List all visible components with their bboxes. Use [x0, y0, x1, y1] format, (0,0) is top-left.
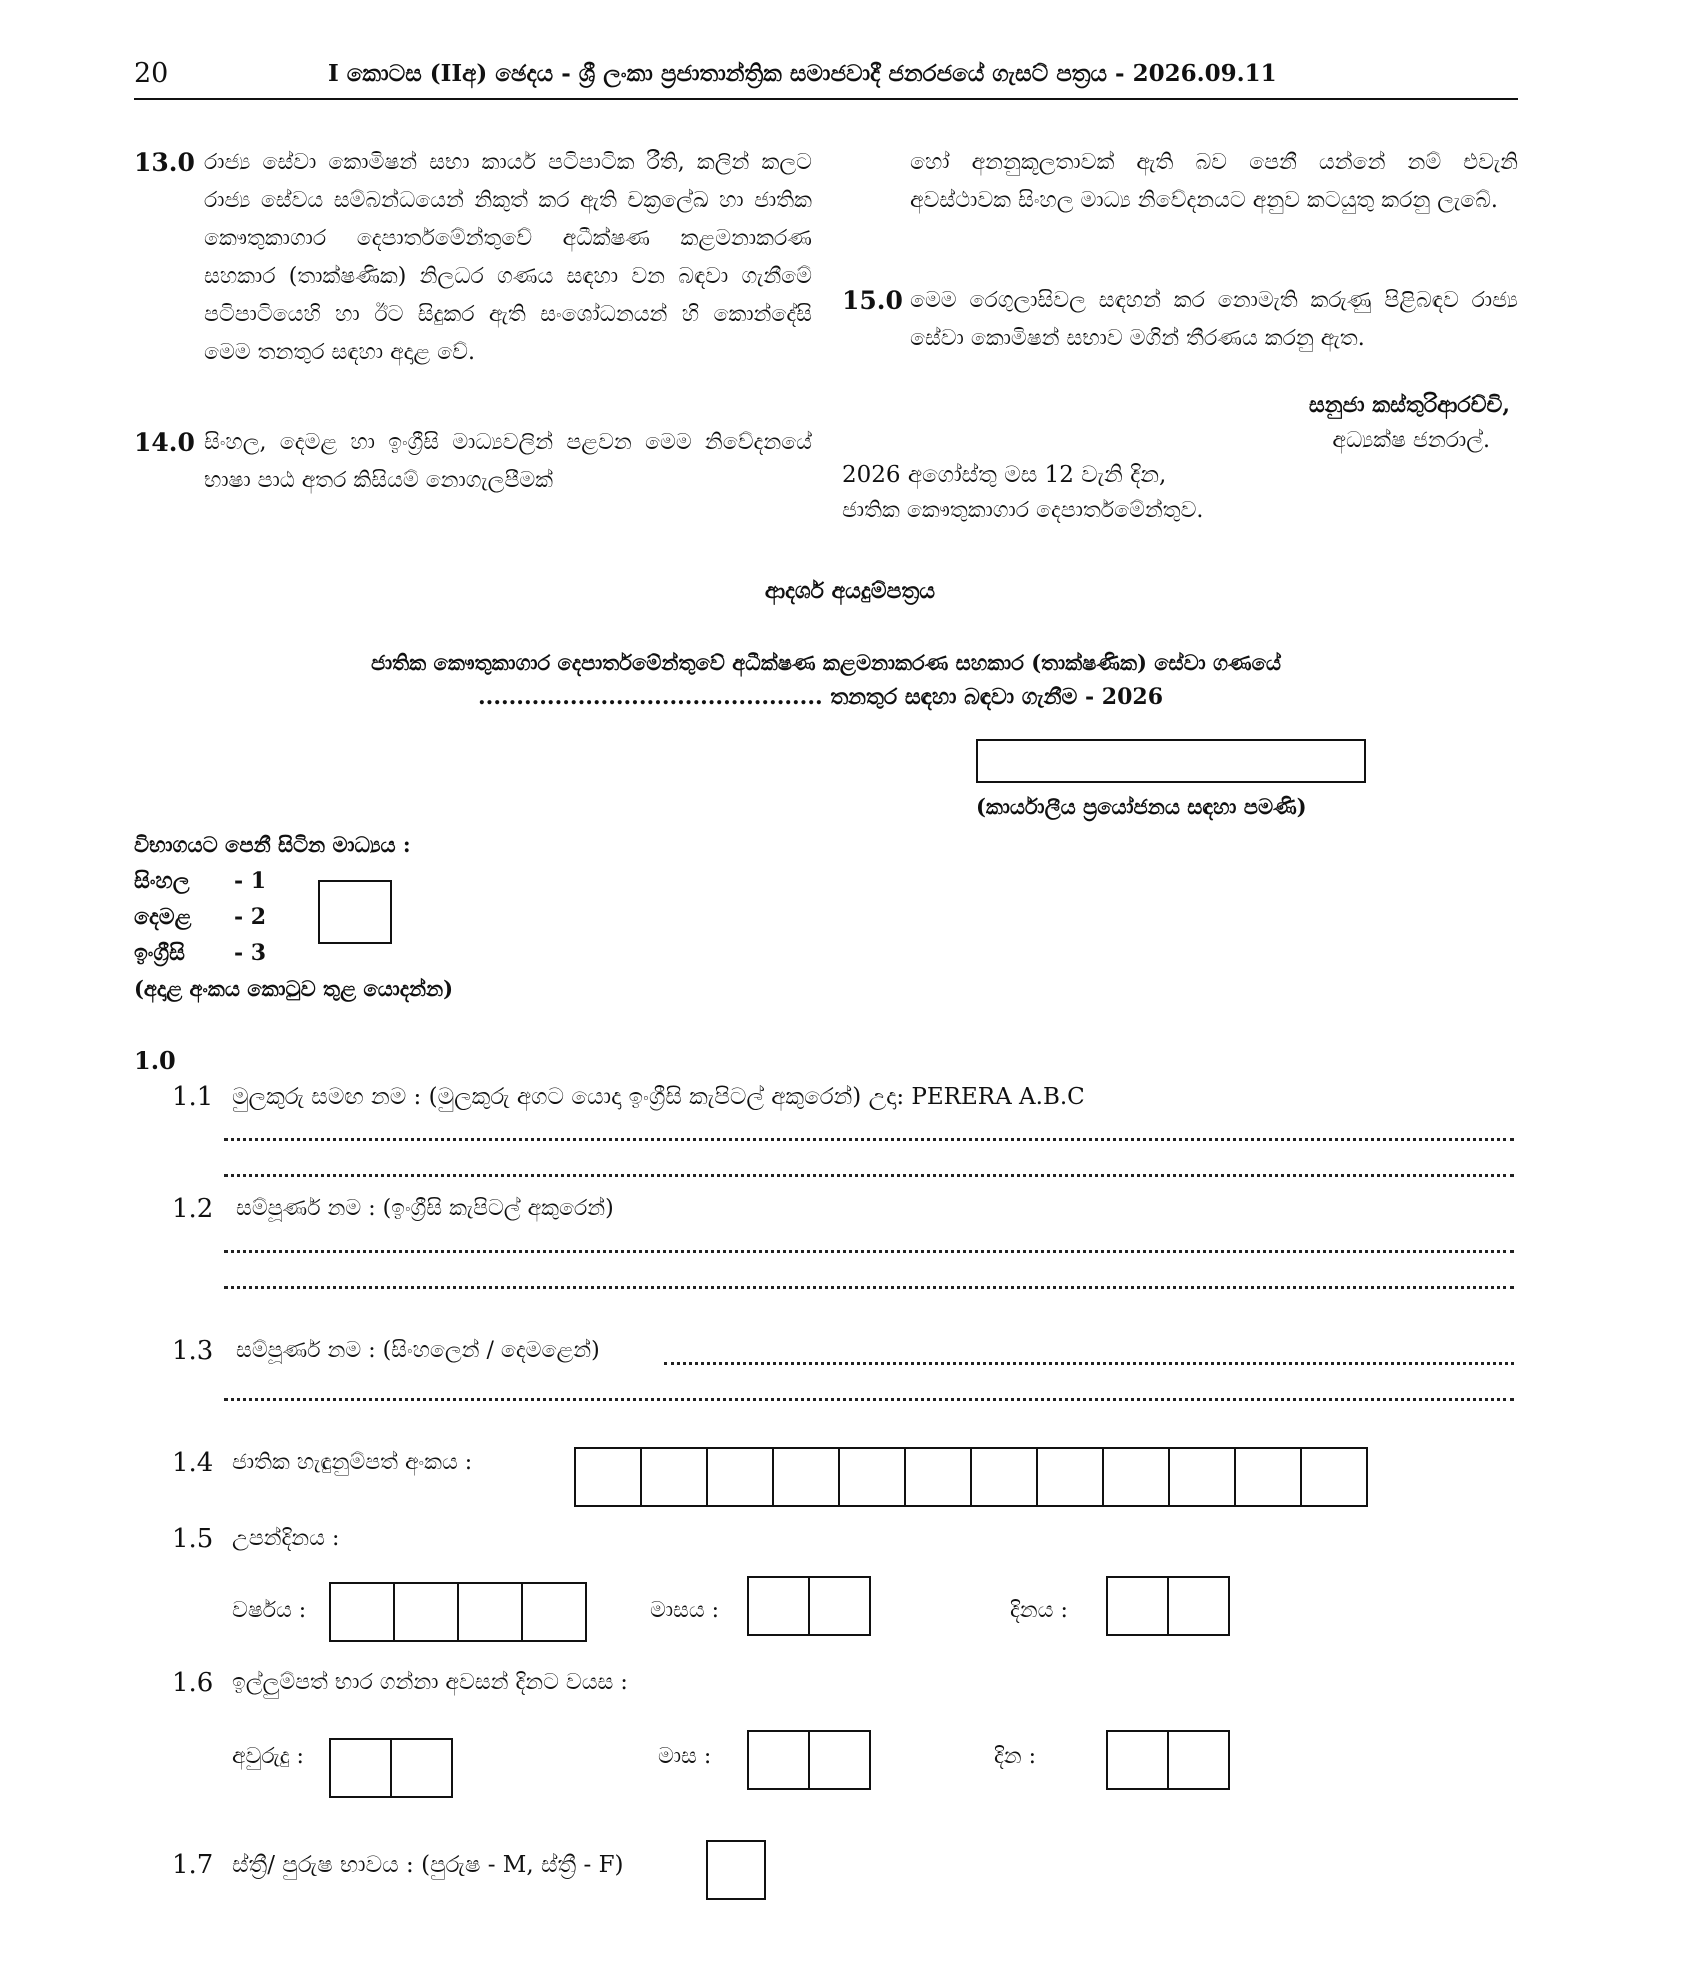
- day-digit-box[interactable]: [1169, 1578, 1228, 1634]
- age-months-boxes[interactable]: [747, 1730, 871, 1790]
- q1-3-number: 1.3: [172, 1336, 214, 1366]
- dob-month-label: මාසය :: [650, 1598, 720, 1623]
- q1-6-label: ඉල්ලුම්පත් භාර ගන්නා අවසන් දිනට වයස :: [232, 1670, 628, 1695]
- age-year-digit-box[interactable]: [331, 1740, 392, 1796]
- age-month-digit-box[interactable]: [749, 1732, 810, 1788]
- medium-option-tamil: දෙමළ - 2: [134, 904, 267, 930]
- medium-label: විභාගයට පෙනී සිටින මාධ්‍යය :: [134, 832, 411, 857]
- nic-digit-box[interactable]: [576, 1449, 642, 1505]
- q1-1-label: මුලකුරු සමඟ නම : (මුලකුරු අගට යොදා ඉංග්‍රීසි කැපිටල් අකුරෙන්) උදා: PERERA A.B.C: [232, 1084, 1085, 1110]
- q1-1-line-2[interactable]: [224, 1174, 1514, 1177]
- nic-digit-box[interactable]: [972, 1449, 1038, 1505]
- signature-place: ජාතික කෞතුකාගාර දෙපාර්තමේන්තුව.: [842, 498, 1204, 523]
- nic-digit-box[interactable]: [1236, 1449, 1302, 1505]
- dob-day-boxes[interactable]: [1106, 1576, 1230, 1636]
- signatory-title: අධ්‍යක්ෂ ජනරාල්.: [1332, 428, 1490, 453]
- q1-7-number: 1.7: [172, 1850, 214, 1880]
- medium-option-sinhala: සිංහල - 1: [134, 868, 267, 894]
- page-number: 20: [134, 58, 169, 89]
- q1-3-line-1[interactable]: [664, 1362, 1514, 1365]
- q1-4-label: ජාතික හැඳුනුම්පත් අංකය :: [232, 1450, 473, 1475]
- q1-2-label: සම්පූර්ණ නම : (ඉංග්‍රීසි කැපිටල් අකුරෙන්): [236, 1196, 614, 1221]
- q1-7-label: ස්ත්‍රී/ පුරුෂ භාවය : (පුරුෂ - M, ස්ත්‍රී - F): [232, 1852, 624, 1878]
- section-number: 1.0: [134, 1046, 176, 1075]
- day-digit-box[interactable]: [1108, 1578, 1169, 1634]
- clause-14-number: 14.0: [134, 428, 195, 457]
- q1-1-number: 1.1: [172, 1082, 214, 1112]
- q1-5-number: 1.5: [172, 1524, 214, 1554]
- age-month-digit-box[interactable]: [810, 1732, 869, 1788]
- office-use-label: (කාර්යාලීය ප්‍රයෝජනය සඳහා පමණි): [976, 794, 1307, 819]
- nic-digit-box[interactable]: [774, 1449, 840, 1505]
- dob-day-label: දිනය :: [1010, 1598, 1068, 1623]
- nic-digit-box[interactable]: [1038, 1449, 1104, 1505]
- medium-option-english: ඉංග්‍රීසි - 3: [134, 940, 267, 966]
- q1-3-label: සම්පූර්ණ නම : (සිංහලෙන් / දෙමළෙන්): [236, 1338, 600, 1363]
- age-months-label: මාස :: [658, 1744, 712, 1769]
- q1-2-line-2[interactable]: [224, 1286, 1514, 1289]
- q1-3-line-2[interactable]: [224, 1398, 1514, 1401]
- dob-year-boxes[interactable]: [329, 1582, 587, 1642]
- form-heading: ආදර්ශ අයදුම්පත්‍රය: [764, 578, 936, 604]
- nic-digit-box[interactable]: [1104, 1449, 1170, 1505]
- month-digit-box[interactable]: [810, 1578, 869, 1634]
- signatory-name: සනුජා කස්තුරිආරච්චි,: [1308, 392, 1510, 418]
- clause-15-number: 15.0: [842, 286, 903, 315]
- signature-date: 2026 අගෝස්තු මස 12 වැනි දින,: [842, 462, 1167, 488]
- year-digit-box[interactable]: [395, 1584, 459, 1640]
- nic-digit-box[interactable]: [840, 1449, 906, 1505]
- nic-digit-box[interactable]: [906, 1449, 972, 1505]
- q1-4-number: 1.4: [172, 1448, 214, 1478]
- nic-digit-box[interactable]: [708, 1449, 774, 1505]
- age-years-label: අවුරුදු :: [232, 1744, 304, 1769]
- medium-instruction: (අදාළ අංකය කොටුව තුළ යොදන්න): [134, 976, 454, 1001]
- clause-13-text: රාජ්‍ය සේවා කොමිෂන් සභා කාර්ය පටිපාටික රීති, කලින් කලට රාජ්‍ය සේවය සම්බන්ධයෙන් නිකුත් කර ඇති චක්‍රලේඛ හා ජාතික කෞතුකාගාර දෙපාර්තමේන්තුවේ අධීක්ෂණ කළමනාකරණ සහකාර (තාක්ෂණික) නිලධර ගණය සඳහා වන බඳවා ගැනීමේ පටිපාටියෙහි හා ඊට සිදුකර ඇති සංශෝධනයන් හි කොන්දේසි මෙම තනතුර සඳහා අදාළ වේ.: [204, 150, 812, 365]
- clause-14-continuation: හෝ අනනුකූලතාවක් ඇති බව පෙනී යන්නේ නම් එවැනි අවස්ථාවක සිංහල මාධ්‍ය නිවේදනයට අනුව කටයුතු කරනු ලැබේ.: [910, 150, 1518, 213]
- age-year-digit-box[interactable]: [392, 1740, 451, 1796]
- gender-box[interactable]: [706, 1840, 766, 1900]
- age-day-digit-box[interactable]: [1169, 1732, 1228, 1788]
- clause-13-number: 13.0: [134, 148, 195, 177]
- age-day-digit-box[interactable]: [1108, 1732, 1169, 1788]
- q1-5-label: උපන්දිනය :: [232, 1526, 340, 1551]
- age-days-boxes[interactable]: [1106, 1730, 1230, 1790]
- year-digit-box[interactable]: [459, 1584, 523, 1640]
- office-use-box[interactable]: [976, 739, 1366, 783]
- age-years-boxes[interactable]: [329, 1738, 453, 1798]
- gazette-header-title: I කොටස (IIඅ) ඡෙදය - ශ්‍රී ලංකා ප්‍රජාතාන්ත්‍රික සමාජවාදී ජනරජයේ ගැසට් පත්‍රය - 2026.09.11: [328, 60, 1277, 87]
- header-rule: [134, 98, 1518, 100]
- year-digit-box[interactable]: [523, 1584, 585, 1640]
- medium-code-box[interactable]: [318, 880, 392, 944]
- form-subheading: ජාතික කෞතුකාගාර දෙපාර්තමේන්තුවේ අධීක්ෂණ කළමනාකරණ සහකාර (තාක්ෂණික) සේවා ගණයේ: [371, 650, 1281, 675]
- nic-digit-box[interactable]: [1170, 1449, 1236, 1505]
- q1-2-line-1[interactable]: [224, 1250, 1514, 1253]
- nic-digit-box[interactable]: [1302, 1449, 1366, 1505]
- q1-2-number: 1.2: [172, 1194, 214, 1224]
- q1-1-line-1[interactable]: [224, 1138, 1514, 1141]
- form-post-line: ............................................. තනතුර සඳහා බඳවා ගැනීම - 2026: [478, 684, 1164, 710]
- age-days-label: දින :: [994, 1744, 1037, 1769]
- q1-6-number: 1.6: [172, 1668, 214, 1698]
- dob-year-label: වර්ෂය :: [232, 1598, 307, 1623]
- nic-digit-box[interactable]: [642, 1449, 708, 1505]
- month-digit-box[interactable]: [749, 1578, 810, 1634]
- dob-month-boxes[interactable]: [747, 1576, 871, 1636]
- year-digit-box[interactable]: [331, 1584, 395, 1640]
- nic-number-boxes[interactable]: [574, 1447, 1368, 1507]
- clause-15-text: මෙම රෙගුලාසිවල සඳහන් කර නොමැති කරුණු පිළිබඳව රාජ්‍ය සේවා කොමිෂන් සභාව මගින් තීරණය කරනු ඇත.: [910, 288, 1518, 351]
- clause-14-text: සිංහල, දෙමළ හා ඉංග්‍රීසි මාධ්‍යවලින් පළවන මෙම නිවේදනයේ භාෂා පාඨ අතර කිසියම් නොගැලපීමක්: [204, 430, 812, 493]
